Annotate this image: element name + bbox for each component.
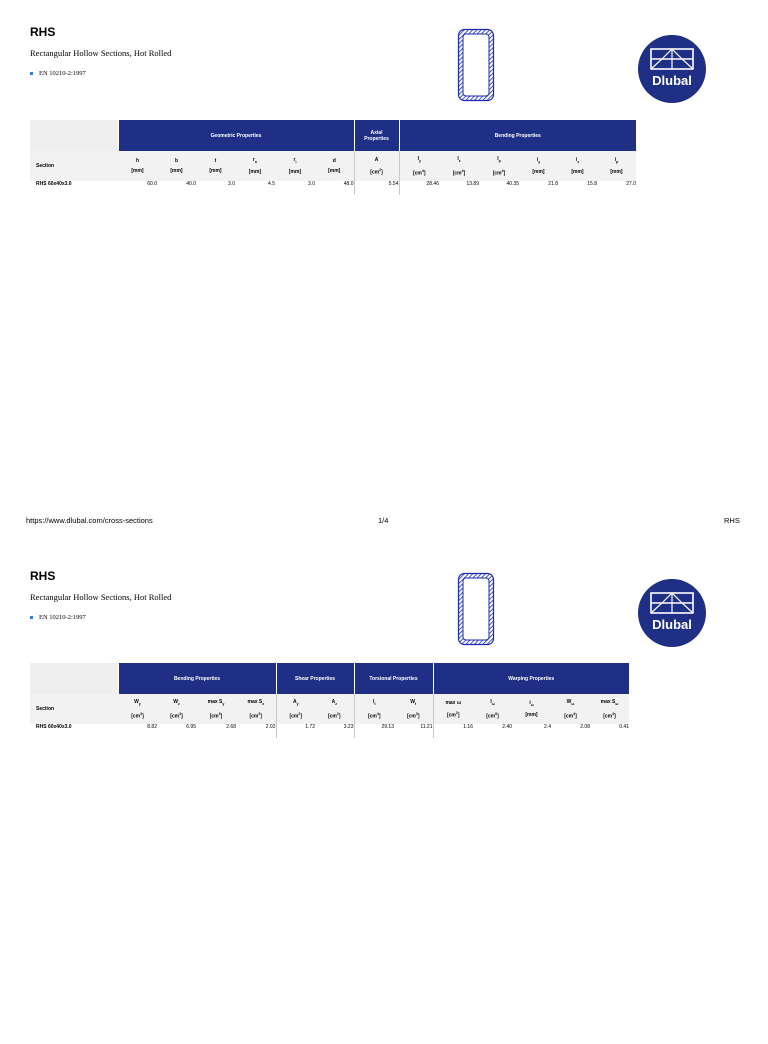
table-cell: 27.0 bbox=[626, 181, 636, 187]
standard-reference bbox=[30, 614, 86, 621]
column-header: t [mm] bbox=[196, 151, 235, 181]
bullet-icon bbox=[30, 72, 33, 75]
table-cell: 15.8 bbox=[587, 181, 597, 187]
table-row bbox=[30, 724, 629, 738]
page-title: RHS bbox=[30, 569, 56, 583]
section-name: RHS 60x40x3.0 bbox=[36, 181, 72, 187]
column-header: $W_y$ $[cm^3]$ bbox=[118, 694, 157, 724]
table-cell: 6.95 bbox=[186, 724, 196, 730]
page-subtitle: Rectangular Hollow Sections, Hot Rolled bbox=[30, 48, 172, 58]
page-subtitle: Rectangular Hollow Sections, Hot Rolled bbox=[30, 592, 172, 602]
footer-title: RHS bbox=[724, 516, 740, 525]
column-header: $I_z$ $[cm^4]$ bbox=[439, 151, 479, 181]
footer-url: https://www.dlubal.com/cross-sections bbox=[26, 516, 153, 525]
page-title: RHS bbox=[30, 25, 56, 39]
table-cell: 21.8 bbox=[548, 181, 558, 187]
table-cell: 29.13 bbox=[354, 724, 394, 738]
column-header: d [mm] bbox=[315, 151, 354, 181]
section-name: RHS 60x40x3.0 bbox=[36, 724, 72, 730]
standard-label: EN 10210-2:1997 bbox=[39, 614, 86, 621]
table-cell: 4.5 bbox=[268, 181, 275, 187]
table-cell: 2.40 bbox=[502, 724, 512, 730]
column-header: $\max S_y$ $[cm^3]$ bbox=[196, 694, 236, 724]
column-header: $\max S_\omega$ $[cm^4]$ bbox=[590, 694, 629, 724]
table-cell: 2.4 bbox=[544, 724, 551, 730]
table-cell: 28.46 bbox=[399, 181, 439, 195]
table-cell: 2.02 bbox=[265, 724, 276, 730]
table-cell: 40.35 bbox=[506, 181, 519, 187]
group-shear: Shear Properties bbox=[276, 663, 354, 694]
table-cell: 0.41 bbox=[619, 724, 629, 730]
group-bending: Bending Properties bbox=[118, 663, 276, 694]
bullet-icon bbox=[30, 616, 33, 619]
rhs-section-icon bbox=[457, 572, 495, 646]
column-header: max ω $[cm^2]$ bbox=[433, 694, 473, 724]
column-header: $r_i$ [mm] bbox=[275, 151, 315, 181]
table-cell: 48.0 bbox=[343, 181, 354, 187]
rhs-section-icon bbox=[457, 28, 495, 102]
column-header: $i_\omega$ [mm] bbox=[512, 694, 551, 724]
group-geometric: Geometric Properties bbox=[118, 120, 354, 151]
column-header: $r_o$ [mm] bbox=[235, 151, 275, 181]
column-header: $I_\omega$ $[cm^6]$ bbox=[473, 694, 512, 724]
dlubal-logo bbox=[638, 35, 706, 103]
column-header: $\max S_z$ $[cm^3]$ bbox=[236, 694, 276, 724]
svg-text:Dlubal: Dlubal bbox=[652, 617, 692, 632]
table-cell: 11.21 bbox=[420, 724, 433, 730]
column-header: $i_z$ [mm] bbox=[558, 151, 597, 181]
group-axial: Axial Properties bbox=[354, 120, 399, 151]
column-header: $W_t$ $[cm^3]$ bbox=[394, 694, 433, 724]
table-cell: 60.0 bbox=[147, 181, 157, 187]
table-cell: 13.89 bbox=[466, 181, 479, 187]
svg-text:Dlubal: Dlubal bbox=[652, 73, 692, 88]
column-header-row bbox=[30, 694, 629, 724]
column-header: $I_y$ $[cm^4]$ bbox=[399, 151, 439, 181]
column-header: h [mm] bbox=[118, 151, 157, 181]
group-header-row bbox=[30, 120, 636, 151]
column-header: $A_z$ $[cm^2]$ bbox=[315, 694, 354, 724]
column-header: $W_\omega$ $[cm^4]$ bbox=[551, 694, 590, 724]
page-2 bbox=[0, 544, 768, 1044]
properties-table-2 bbox=[30, 663, 629, 738]
group-header-row bbox=[30, 663, 629, 694]
group-warping: Warping Properties bbox=[433, 663, 629, 694]
properties-table-1 bbox=[30, 120, 636, 195]
column-header: $I_p$ $[cm^4]$ bbox=[479, 151, 519, 181]
section-header: Section bbox=[30, 151, 118, 181]
column-header: $A_y$ $[cm^2]$ bbox=[276, 694, 315, 724]
column-header: $I_t$ $[cm^4]$ bbox=[354, 694, 394, 724]
table-cell: 2.08 bbox=[580, 724, 590, 730]
group-torsional: Torsional Properties bbox=[354, 663, 433, 694]
column-header: $i_y$ [mm] bbox=[519, 151, 558, 181]
table-cell: 8.82 bbox=[147, 724, 157, 730]
standard-label: EN 10210-2:1997 bbox=[39, 70, 86, 77]
column-header: A $[cm^2]$ bbox=[354, 151, 399, 181]
table-cell: 3.23 bbox=[343, 724, 354, 730]
table-cell: 1.72 bbox=[276, 724, 315, 738]
column-header: b [mm] bbox=[157, 151, 196, 181]
standard-reference bbox=[30, 70, 86, 77]
table-cell: 1.16 bbox=[433, 724, 473, 738]
section-header: Section bbox=[30, 694, 118, 724]
table-cell: 40.0 bbox=[186, 181, 196, 187]
column-header: $W_z$ $[cm^3]$ bbox=[157, 694, 196, 724]
table-cell: 3.0 bbox=[308, 181, 315, 187]
table-cell: 3.0 bbox=[228, 181, 235, 187]
table-cell: 2.68 bbox=[226, 724, 236, 730]
column-header: $i_p$ [mm] bbox=[597, 151, 636, 181]
group-bending: Bending Properties bbox=[399, 120, 636, 151]
table-row bbox=[30, 181, 636, 195]
dlubal-logo bbox=[638, 579, 706, 647]
table-cell: 5.54 bbox=[354, 181, 399, 195]
footer-page-number: 1/4 bbox=[378, 516, 389, 525]
column-header-row bbox=[30, 151, 636, 181]
